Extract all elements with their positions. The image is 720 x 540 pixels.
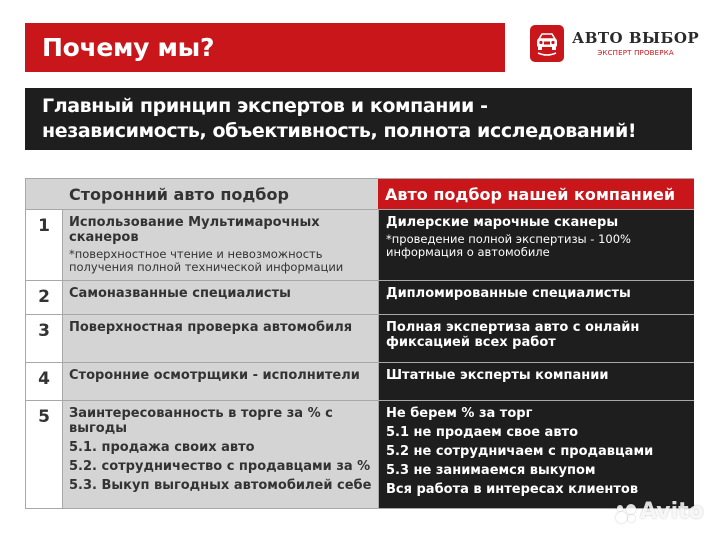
cell-title: Полная экспертиза авто с онлайн фиксацией всех работ	[386, 320, 640, 350]
banner-line-2: независимость, объективность, полнота исследований!	[42, 120, 637, 142]
cell-title: Использование Мультимарочных сканеров	[69, 215, 320, 245]
principle-banner	[25, 88, 692, 150]
table-row	[25, 315, 694, 363]
table-row	[25, 210, 694, 281]
third-party-cell	[63, 401, 378, 508]
cell-title: Дилерские марочные сканеры	[386, 215, 619, 230]
row-number: 4	[25, 363, 63, 400]
cell-title: Самоназванные специалисты	[69, 286, 291, 301]
row-number: 5	[25, 401, 63, 508]
cell-note: *поверхностное чтение и невозможность получения полной технической информации	[69, 247, 344, 274]
watermark-text: Avito	[640, 499, 704, 524]
cell-title: Штатные эксперты компании	[386, 368, 609, 383]
our-company-cell	[378, 401, 694, 508]
third-party-cell	[63, 281, 378, 314]
cell-item: 5.3. Выкуп выгодных автомобилей себе	[69, 478, 372, 493]
our-company-cell	[378, 315, 694, 362]
avito-dots-icon	[614, 500, 638, 524]
row-number: 2	[25, 281, 63, 314]
cell-title: Поверхностная проверка автомобиля	[69, 320, 353, 335]
car-icon	[530, 25, 564, 62]
cell-item: 5.2. сотрудничество с продавцами за %	[69, 459, 371, 474]
logo-subtitle: ЭКСПЕРТ ПРОВЕРКА	[597, 49, 674, 57]
third-party-cell	[63, 363, 378, 400]
cell-title: Дипломированные специалисты	[386, 286, 631, 301]
cell-title: Заинтересованность в торге за % с выгоды	[69, 406, 333, 436]
banner-line-1: Главный принцип экспертов и компании -	[42, 95, 488, 117]
cell-item: 5.1. продажа своих авто	[69, 440, 255, 455]
brand-logo	[530, 25, 699, 62]
header-num-cell	[25, 179, 63, 209]
our-company-cell	[378, 281, 694, 314]
our-company-cell	[378, 210, 694, 280]
page-title: Почему мы?	[25, 23, 505, 72]
header-our-company: Авто подбор нашей компанией	[378, 179, 694, 209]
header-third-party: Сторонний авто подбор	[63, 179, 378, 209]
cell-item: Вся работа в интересах клиентов	[386, 482, 639, 497]
row-number: 3	[25, 315, 63, 362]
third-party-cell	[63, 210, 378, 280]
table-row	[25, 363, 694, 401]
cell-item: 5.1 не продаем свое авто	[386, 425, 579, 440]
logo-name: АВТО ВЫБОР	[572, 29, 700, 47]
cell-title: Не берем % за торг	[386, 406, 533, 421]
cell-title: Сторонние осмотрщики - исполнители	[69, 368, 360, 383]
cell-item: 5.2 не сотрудничаем с продавцами	[386, 444, 654, 459]
cell-item: 5.3 не занимаемся выкупом	[386, 463, 596, 478]
third-party-cell	[63, 315, 378, 362]
avito-watermark	[614, 499, 704, 524]
table-header-row	[25, 178, 694, 210]
comparison-table	[25, 178, 694, 509]
table-row	[25, 281, 694, 315]
table-row	[25, 401, 694, 509]
our-company-cell	[378, 363, 694, 400]
row-number: 1	[25, 210, 63, 280]
cell-note: *проведение полной экспертизы - 100% информация о автомобиле	[386, 232, 631, 259]
